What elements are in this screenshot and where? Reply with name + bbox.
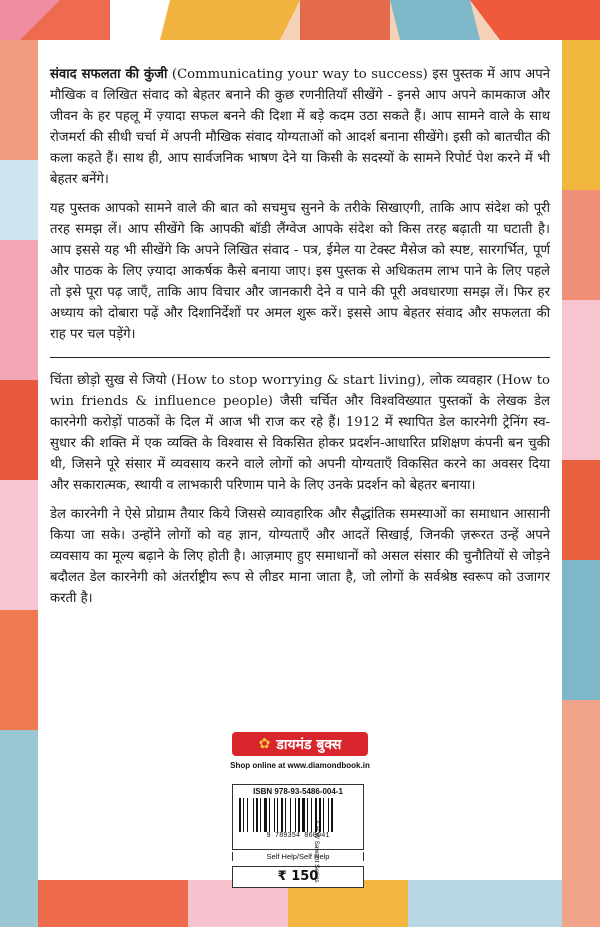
barcode-bar — [274, 798, 275, 832]
publisher-name: डायमंड बुक्स — [276, 736, 342, 753]
barcode-bar — [247, 798, 248, 832]
barcode-digits: 9 789354 860041 — [266, 832, 330, 840]
shop-online-text: Shop online at www.diamondbook.in — [230, 761, 370, 770]
publisher-logo — [232, 732, 368, 756]
section2-paragraph1: चिंता छोड़ो सुख से जियो (How to stop worrying & start living), लोक व्यवहार (How to win friends & influence people) जैसी चर्चित और विश्वविख्यात पुस्तकों के लेखक डेल कारनेगी करोड़ों पाठकों के दिल में आज भी राज कर रहे हैं। 1912 में स्थापित डेल कारनेगी ट्रेनिंग स्व-सुधार की शक्ति में एक व्यक्ति के विश्वास से विकसित होकर प्रदर्शन-आधारित प्रशिक्षण कंपनी बन चुकी थी, जिसने पूरे संसार में व्यवसाय करने वाले लोगों को अपनी योग्यताएँ विकसित करने का अवसर दिया और सकारात्मक, स्थायी व लाभकारी परिणाम पाने के लिए उनके प्रदर्शन को बेहतर बनाया। — [50, 373, 550, 493]
barcode-box — [232, 784, 364, 850]
barcode-bar — [243, 798, 244, 832]
lead-title-hindi: संवाद सफलता की कुंजी — [50, 67, 168, 82]
barcode-bar — [260, 798, 261, 832]
barcode-bar — [239, 798, 241, 832]
section1-paragraph1-body: इस पुस्तक में आप अपने मौखिक व लिखित संवाद को बेहतर बनाने की कुछ रणनीतियाँ सीखेंगे - इनसे आप अपने कामकाज और जीवन के हर पहलू में ज़्यादा सफल बनने की दिशा में बड़े कदम उठा सकते हैं। आप सामने वाले के साथ रोजमर्रा की सीधी चर्चा में अपनी मौखिक संवाद योग्यताओं को आदर्श बनाना सीखेंगे। इसी को बातचीत की कला कहते हैं। साथ ही, आप सार्वजनिक भाषण देने या किसी के सदस्यों के सामने रिपोर्ट पेश करने में भी बेहतर बनेंगे। — [50, 67, 550, 187]
barcode-bar — [307, 798, 308, 832]
barcode-bar — [264, 798, 267, 832]
barcode-bar — [269, 798, 270, 832]
barcode — [239, 798, 357, 832]
section-divider — [50, 357, 550, 358]
section2-paragraph2: डेल कारनेगी ने ऐसे प्रोग्राम तैयार किये जिससे व्यावहारिक और सैद्धांतिक समस्याओं का समाधान आसानी किया जा सके। उन्होंने लोगों को वह ज्ञान, योग्यताएँ और आदतें सिखाई, जिनकी ज़रूरत उन्हें अपने व्यवसाय का मूल्य बढ़ाने के लिए होती है। आज़माए हुए समाधानों को असल संसार की चुनौतियों से जोड़ने बदौलत डेल कारनेगी को अंतर्राष्ट्रीय रूप से लीडर माना जाता है, जो लोगों के सर्वश्रेष्ठ स्वरूप को उजागर करती है। — [50, 507, 550, 606]
barcode-bar — [295, 798, 296, 832]
category-label: Self Help/Self Help — [232, 852, 364, 861]
barcode-bar — [256, 798, 258, 832]
isbn-number: ISBN 978-93-5486-004-1 — [253, 787, 343, 796]
lotus-icon: ✿ — [258, 736, 271, 752]
barcode-bar — [253, 798, 254, 832]
barcode-bar — [302, 798, 305, 832]
lead-title-english: (Communicating your way to success) — [167, 67, 428, 82]
barcode-bar — [298, 798, 300, 832]
barcode-bar — [290, 798, 291, 832]
barcode-bar — [285, 798, 286, 832]
barcode-bar — [281, 798, 283, 832]
barcode-bar — [331, 798, 333, 832]
barcode-bar — [277, 798, 278, 832]
back-cover-text — [50, 64, 550, 617]
series-label: A.H.W Sawant Series — [313, 820, 320, 883]
section1-paragraph1 — [50, 64, 550, 190]
barcode-bar — [328, 798, 329, 832]
price: ₹ 150 — [232, 866, 364, 888]
barcode-bar — [323, 798, 324, 832]
section1-paragraph2: यह पुस्तक आपको सामने वाले की बात को सचमुच सुनने के तरीके सिखाएगी, ताकि आप संदेश को पूरी तरह समझ लें। आप सीखेंगे कि आपकी बॉडी लैंग्वेज आपके संदेश को किस तरह बढ़ाती या घटाती है। आप इससे यह भी सीखेंगे कि अपने लिखित संवाद - पत्र, ईमेल या टेक्स्ट मैसेज को स्पष्ट, सारगर्भित, पूर्ण और पाठक के लिए ज़्यादा आकर्षक कैसे बनाया जाए। इस पुस्तक से अधिकतम लाभ पाने के लिए पहले तो इसे पूरा पढ़ जाएँ, ताकि आप विचार और जानकारी देने व पाने की पूरी अवधारणा समझ लें। फिर हर अध्याय को दोबारा पढ़ें और दिशानिर्देशों पर अमल शुरू करें। इससे आप बेहतर संवाद और सफलता की राह पर चल पड़ेंगे। — [50, 201, 550, 342]
